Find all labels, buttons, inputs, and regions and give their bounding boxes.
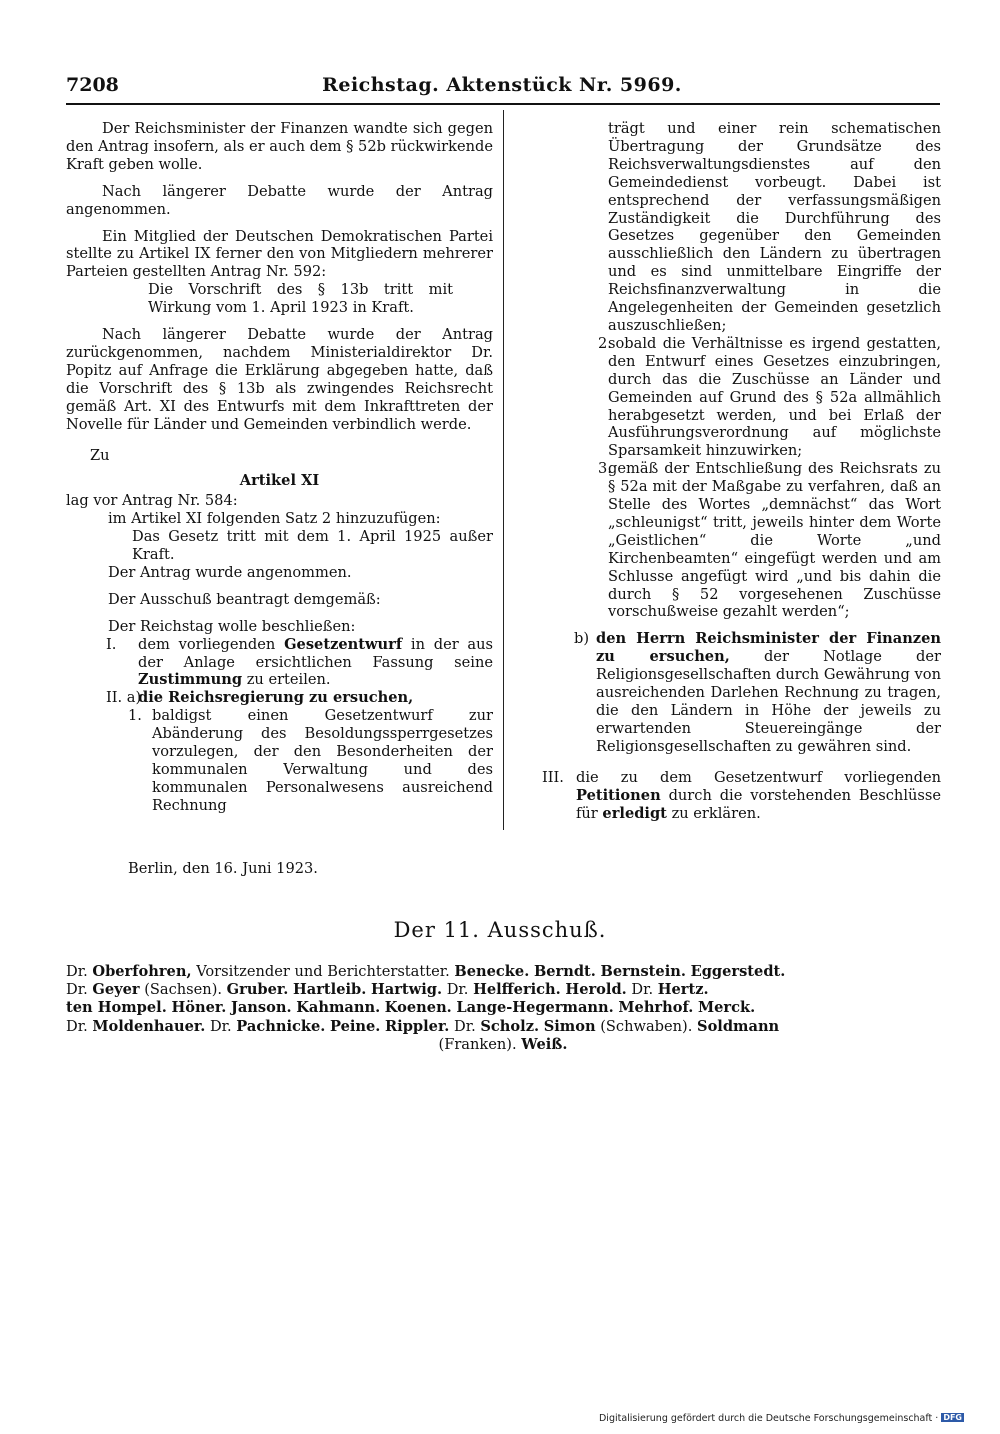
title-abbrev: Dr. xyxy=(66,1017,88,1035)
paragraph: Der Ausschuß beantragt demgemäß: xyxy=(108,590,381,608)
member-name: Oberfohren, xyxy=(92,963,192,980)
paragraph: Der Antrag wurde angenommen. xyxy=(108,563,352,581)
member-name: Mehrhof. xyxy=(618,999,694,1017)
member-name: Peine. xyxy=(330,1017,381,1035)
emphasis: die Reichsregierung zu ersuchen, xyxy=(138,689,414,707)
title-abbrev: Dr. xyxy=(631,981,654,999)
member-name: ten Hompel. xyxy=(66,999,167,1017)
item-number: b) xyxy=(574,630,590,648)
item-text xyxy=(596,630,941,755)
resolution-item-III xyxy=(518,769,941,823)
member-name: Bernstein. xyxy=(600,963,686,980)
member-name: Simon xyxy=(543,1017,596,1035)
text-run: zu erteilen. xyxy=(246,671,331,689)
member-name: Kahmann. xyxy=(296,999,381,1017)
date-line: Berlin, den 16. Juni 1923. xyxy=(128,860,318,877)
member-name: Hertz. xyxy=(657,981,709,999)
resolution-subitem-2 xyxy=(518,335,941,460)
member-name: Berndt. xyxy=(533,963,596,980)
resolution-item-I xyxy=(66,636,493,690)
member-region: (Franken). xyxy=(438,1035,517,1053)
member-name: Hartwig. xyxy=(370,981,443,999)
member-role: Vorsitzender und Berichterstatter. xyxy=(196,963,450,980)
member-name: Koenen. xyxy=(384,999,452,1017)
paragraph: Der Reichsminister der Finanzen wandte sich gegen den Antrag insofern, als er auch dem § 52b rückwirkende Kraft geben wolle. xyxy=(66,120,493,173)
credit-text: Digitalisierung gefördert durch die Deutsche Forschungsgemeinschaft · xyxy=(598,1413,939,1424)
member-name: Rippler. xyxy=(385,1017,450,1035)
item-text: sobald die Verhältnisse es irgend gestatten, den Entwurf eines Gesetzes einzubringen, durch das die Zuschüsse an Länder und Gemeinden auf Grund des § 52a allmählich herabgesetzt werden, und bei Erlaß der Ausführungsverordnung auf möglichste Sparsamkeit hinzuwirken; xyxy=(608,334,941,460)
paragraph: Der Reichstag wolle beschließen: xyxy=(108,617,356,635)
emphasis: Petitionen xyxy=(576,786,661,804)
title-abbrev: Dr. xyxy=(446,981,469,999)
emphasis: den Herrn Reichsminister der Finanzen zu ersuchen, xyxy=(596,630,941,666)
member-name: Weiß. xyxy=(521,1035,568,1053)
text-run: in der aus der Anlage ersichtlichen Fassung seine xyxy=(138,635,494,671)
left-column xyxy=(66,120,493,815)
right-column xyxy=(518,120,941,822)
members-line xyxy=(66,1018,940,1036)
item-text xyxy=(576,769,941,823)
member-name: Hartleib. xyxy=(293,981,367,999)
member-region: (Schwaben). xyxy=(600,1017,693,1035)
committee-members xyxy=(66,963,940,1054)
member-name: Herold. xyxy=(565,981,627,999)
item-text xyxy=(138,636,493,690)
item-text: gemäß der Entschließung des Reichsrats zu § 52a mit der Maßgabe zu verfahren, daß an Stelle des Wortes „demnächst“ das Wort „schleunigst“ tritt, jeweils hinter dem Worte „Geistlichen“ die Worte „und Kirchenbeamten“ eingefügt werden und am Schlusse angefügt wird „und bis dahin die durch § 52 vorgesehenen Zuschüsse vorschußweise gezahlt werden“; xyxy=(608,460,941,621)
page-header xyxy=(66,74,938,102)
item-text: baldigst einen Gesetzentwurf zur Abänderung des Besoldungssperrgesetzes vorzulegen, der den Besonderheiten der kommunalen Verwaltung und des kommunalen Personalwesens ausreichend Rechnung xyxy=(152,707,493,814)
item-text xyxy=(138,689,493,707)
paragraph: lag vor Antrag Nr. 584: xyxy=(66,492,238,510)
continued-text: trägt und einer rein schematischen Übertragung der Grundsätze des Reichsverwaltungsdienstes auf den Gemeindedienst vorbeugt. Dabei ist entsprechend der verfassungsmäßigen Zuständigkeit die Durchführung des Gesetzes gegenüber den Gemeinden ausschließlich den Ländern zu übertragen und es sind unmittelbare Eingriffe der Reichsfinanzverwaltung in die Angelegenheiten der Gemeinden gesetzlich auszuschließen; xyxy=(608,120,941,334)
emphasis: Gesetzentwurf xyxy=(284,635,403,653)
column-divider xyxy=(503,110,504,830)
text-run: die zu dem Gesetzentwurf vorliegenden xyxy=(576,768,941,786)
title-abbrev: Dr. xyxy=(209,1017,232,1035)
resolution-subitem-1 xyxy=(66,707,493,814)
member-name: Lange-Hegermann. xyxy=(456,999,614,1017)
member-name: Helfferich. xyxy=(473,981,561,999)
quoted-motion: Das Gesetz tritt mit dem 1. April 1925 außer Kraft. xyxy=(132,528,493,564)
member-name: Scholz. xyxy=(480,1017,540,1035)
dfg-logo: DFG xyxy=(943,1413,962,1422)
section-prefix: Zu xyxy=(90,446,110,464)
section-heading: Artikel XI xyxy=(239,472,320,490)
member-name: Eggerstedt. xyxy=(690,963,786,980)
quoted-motion: Die Vorschrift des § 13b tritt mit Wirkung vom 1. April 1923 in Kraft. xyxy=(148,281,453,317)
text-run: zu erklären. xyxy=(671,804,761,822)
member-name: Benecke. xyxy=(454,963,530,980)
member-name: Janson. xyxy=(230,999,292,1017)
committee-title: Der 11. Ausschuß. xyxy=(393,918,607,942)
member-name: Merck. xyxy=(697,999,756,1017)
text-run: durch die vorstehenden Beschlüsse für xyxy=(576,786,941,822)
member-region: (Sachsen). xyxy=(144,981,223,999)
header-rule xyxy=(66,103,940,105)
item-number: III. xyxy=(542,768,564,786)
member-name: Soldmann xyxy=(697,1017,780,1035)
page-number: 7208 xyxy=(66,74,119,96)
title-abbrev: Dr. xyxy=(454,1017,476,1035)
page-title: Reichstag. Aktenstück Nr. 5969. xyxy=(322,74,682,96)
title-abbrev: Dr. xyxy=(66,963,88,980)
title-abbrev: Dr. xyxy=(66,981,88,999)
member-name: Pachnicke. xyxy=(236,1017,326,1035)
motion-text: im Artikel XI folgenden Satz 2 hinzuzufügen: xyxy=(108,510,441,528)
item-number: I. xyxy=(106,635,117,653)
member-name: Höner. xyxy=(171,999,227,1017)
paragraph: Nach längerer Debatte wurde der Antrag angenommen. xyxy=(66,182,493,218)
text-run: dem vorliegenden xyxy=(138,635,276,653)
item-number: 3. xyxy=(598,460,612,478)
item-number: 1. xyxy=(128,707,142,725)
members-line xyxy=(66,963,940,981)
members-line xyxy=(66,1036,940,1054)
resolution-item-II xyxy=(66,689,493,707)
members-line xyxy=(66,999,940,1017)
members-line xyxy=(66,981,940,999)
member-name: Gruber. xyxy=(226,981,289,999)
block-quote xyxy=(66,281,493,317)
resolution-item-b xyxy=(518,630,941,755)
paragraph: Ein Mitglied der Deutschen Demokratischen Partei stellte zu Artikel IX ferner den von Mitgliedern mehrerer Parteien gestellten Antrag Nr. 592: xyxy=(66,227,493,281)
item-number: 2. xyxy=(598,334,612,352)
member-name: Geyer xyxy=(92,981,140,999)
resolution-subitem-3 xyxy=(518,460,941,621)
text-run: der Notlage der Religionsgesellschaften durch Gewährung von ausreichenden Darlehen Rechnung zu tragen, die den Ländern in Höhe der jeweils zu erwartenden Steuereingänge der Religionsgesellschaften zu gewähren sind. xyxy=(596,648,941,755)
emphasis: erledigt xyxy=(602,804,667,822)
paragraph: Nach längerer Debatte wurde der Antrag zurückgenommen, nachdem Ministerialdirektor Dr. Popitz auf Anfrage die Erklärung abgegeben hatte, daß die Vorschrift des § 13b als zwingendes Reichsrecht gemäß Art. XI des Entwurfs mit dem Inkrafttreten der Novelle für Länder und Gemeinden verbindlich werde. xyxy=(66,326,493,433)
digitization-credit xyxy=(599,1413,964,1424)
member-name: Moldenhauer. xyxy=(92,1017,206,1035)
item-number: II. a) xyxy=(106,689,142,707)
emphasis: Zustimmung xyxy=(138,671,243,689)
